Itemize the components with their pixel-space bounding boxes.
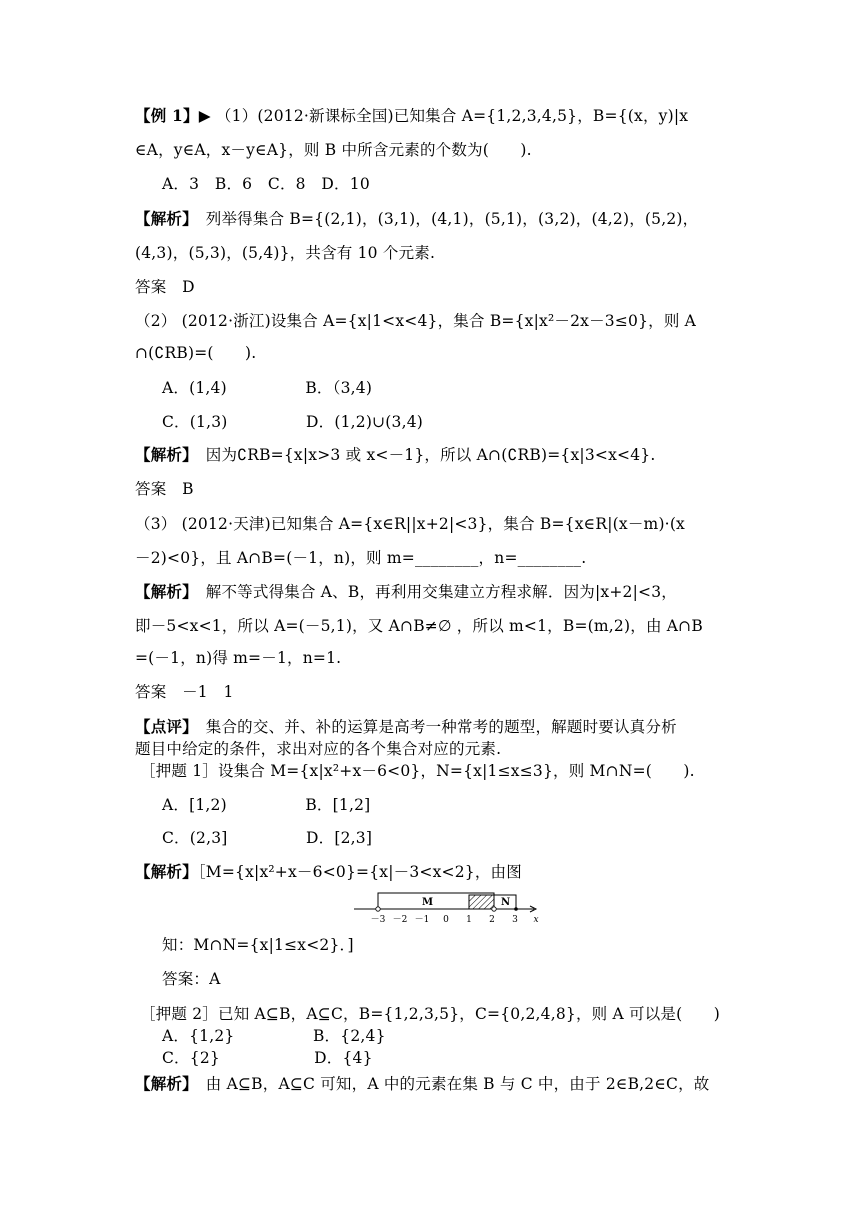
tick-label: －3 — [370, 915, 386, 925]
tick-label: 3 — [512, 915, 518, 925]
answer-3: 答案 －1 1 — [135, 683, 234, 701]
question-2-line-2: ∩(∁RB)=( ). — [135, 344, 257, 362]
comment-line-1: 【点评】 集合的交、并、补的运算是高考一种常考的题型，解题时要认真分析 — [135, 717, 677, 736]
practice-2-question: ［押题 2］已知 A⊆B，A⊆C，B={1,2,3,5}，C={0,2,4,8}，则 A 可以是( ) — [140, 1005, 720, 1023]
solution-3-line-3: =(－1，n)得 m=－1，n=1. — [135, 649, 342, 667]
question-2-line-1: （2） (2012·浙江)设集合 A={x|1<x<4}，集合 B={x|x²－2x－3≤0}，则 A — [135, 312, 697, 330]
closed-point-3 — [514, 907, 518, 911]
practice-1-solution-line-1: 【解析】［M={x|x²+x－6<0}={x|－3<x<2}，由图 — [135, 862, 522, 881]
solution-1-line-1: 【解析】 列举得集合 B={(2,1)，(3,1)，(4,1)，(5,1)，(3,2)，(4,2)，(5,2)， — [135, 209, 699, 228]
practice-2-solution: 【解析】 由 A⊆B，A⊆C 可知，A 中的元素在集 B 与 C 中，由于 2∈B,2∈C，故 — [135, 1074, 710, 1093]
tick-label: －2 — [392, 915, 408, 925]
practice-1-answer: 答案：A — [162, 970, 221, 988]
tick-label: －1 — [414, 915, 430, 925]
practice-1-options-row-2: C．(2,3] D．[2,3] — [162, 829, 373, 847]
practice-2-options-row-1: A．{1,2} B．{2,4} — [162, 1027, 386, 1045]
axis-label: x — [533, 915, 539, 925]
answer-1: 答案 D — [135, 278, 195, 296]
number-line-figure — [352, 888, 542, 928]
tick-label: 2 — [489, 915, 495, 925]
question-2-options-row-2: C．(1,3) D．(1,2)∪(3,4) — [162, 413, 424, 431]
solution-3-line-2: 即－5<x<1，所以 A=(－5,1)，又 A∩B≠∅ ，所以 m<1，B=(m,2)，由 A∩B — [135, 617, 703, 635]
question-2-options-row-1: A．(1,4) B．（3,4) — [162, 379, 373, 397]
tick-label: 0 — [443, 915, 449, 925]
example-1-options: A．3 B．6 C．8 D．10 — [162, 175, 370, 193]
open-point-minus-3 — [376, 907, 380, 911]
practice-1-solution-line-2: 知：M∩N={x|1≤x<2}．] — [162, 936, 354, 954]
solution-1-line-2: (4,3)，(5,3)，(5,4)}，共含有 10 个元素. — [135, 244, 436, 262]
intersection-hatch — [469, 895, 494, 909]
tick-label: 1 — [466, 915, 472, 925]
question-3-line-1: （3） (2012·天津)已知集合 A={x∈R||x+2|<3}，集合 B={x∈R|(x－m)·(x — [135, 515, 686, 533]
practice-1-question: ［押题 1］设集合 M={x|x²+x－6<0}，N={x|1≤x≤3}，则 M∩N=( ). — [140, 762, 695, 780]
answer-2: 答案 B — [135, 480, 194, 498]
solution-3-line-1: 【解析】 解不等式得集合 A、B，再利用交集建立方程求解．因为|x+2|<3， — [135, 582, 677, 601]
practice-2-options-row-2: C．{2} D．{4} — [162, 1049, 373, 1067]
set-n-label: N — [501, 897, 511, 908]
comment-line-2: 题目中给定的条件，求出对应的各个集合对应的元素. — [135, 740, 502, 758]
practice-1-options-row-1: A．[1,2) B．[1,2] — [162, 796, 371, 814]
solution-2: 【解析】 因为∁RB={x|x>3 或 x<－1}，所以 A∩(∁RB)={x|3<x<4}. — [135, 445, 656, 464]
open-point-2 — [492, 907, 496, 911]
example-1-question-line-1: 【例 1】▶ （1）(2012·新课标全国)已知集合 A={1,2,3,4,5}，B={(x，y)|x — [135, 106, 689, 125]
question-3-line-2: －2)<0}，且 A∩B=(－1，n)，则 m=________，n=________. — [135, 549, 587, 567]
example-1-question-line-2: ∈A，y∈A，x－y∈A}，则 B 中所含元素的个数为( ). — [135, 141, 532, 159]
set-m-label: M — [422, 897, 434, 908]
